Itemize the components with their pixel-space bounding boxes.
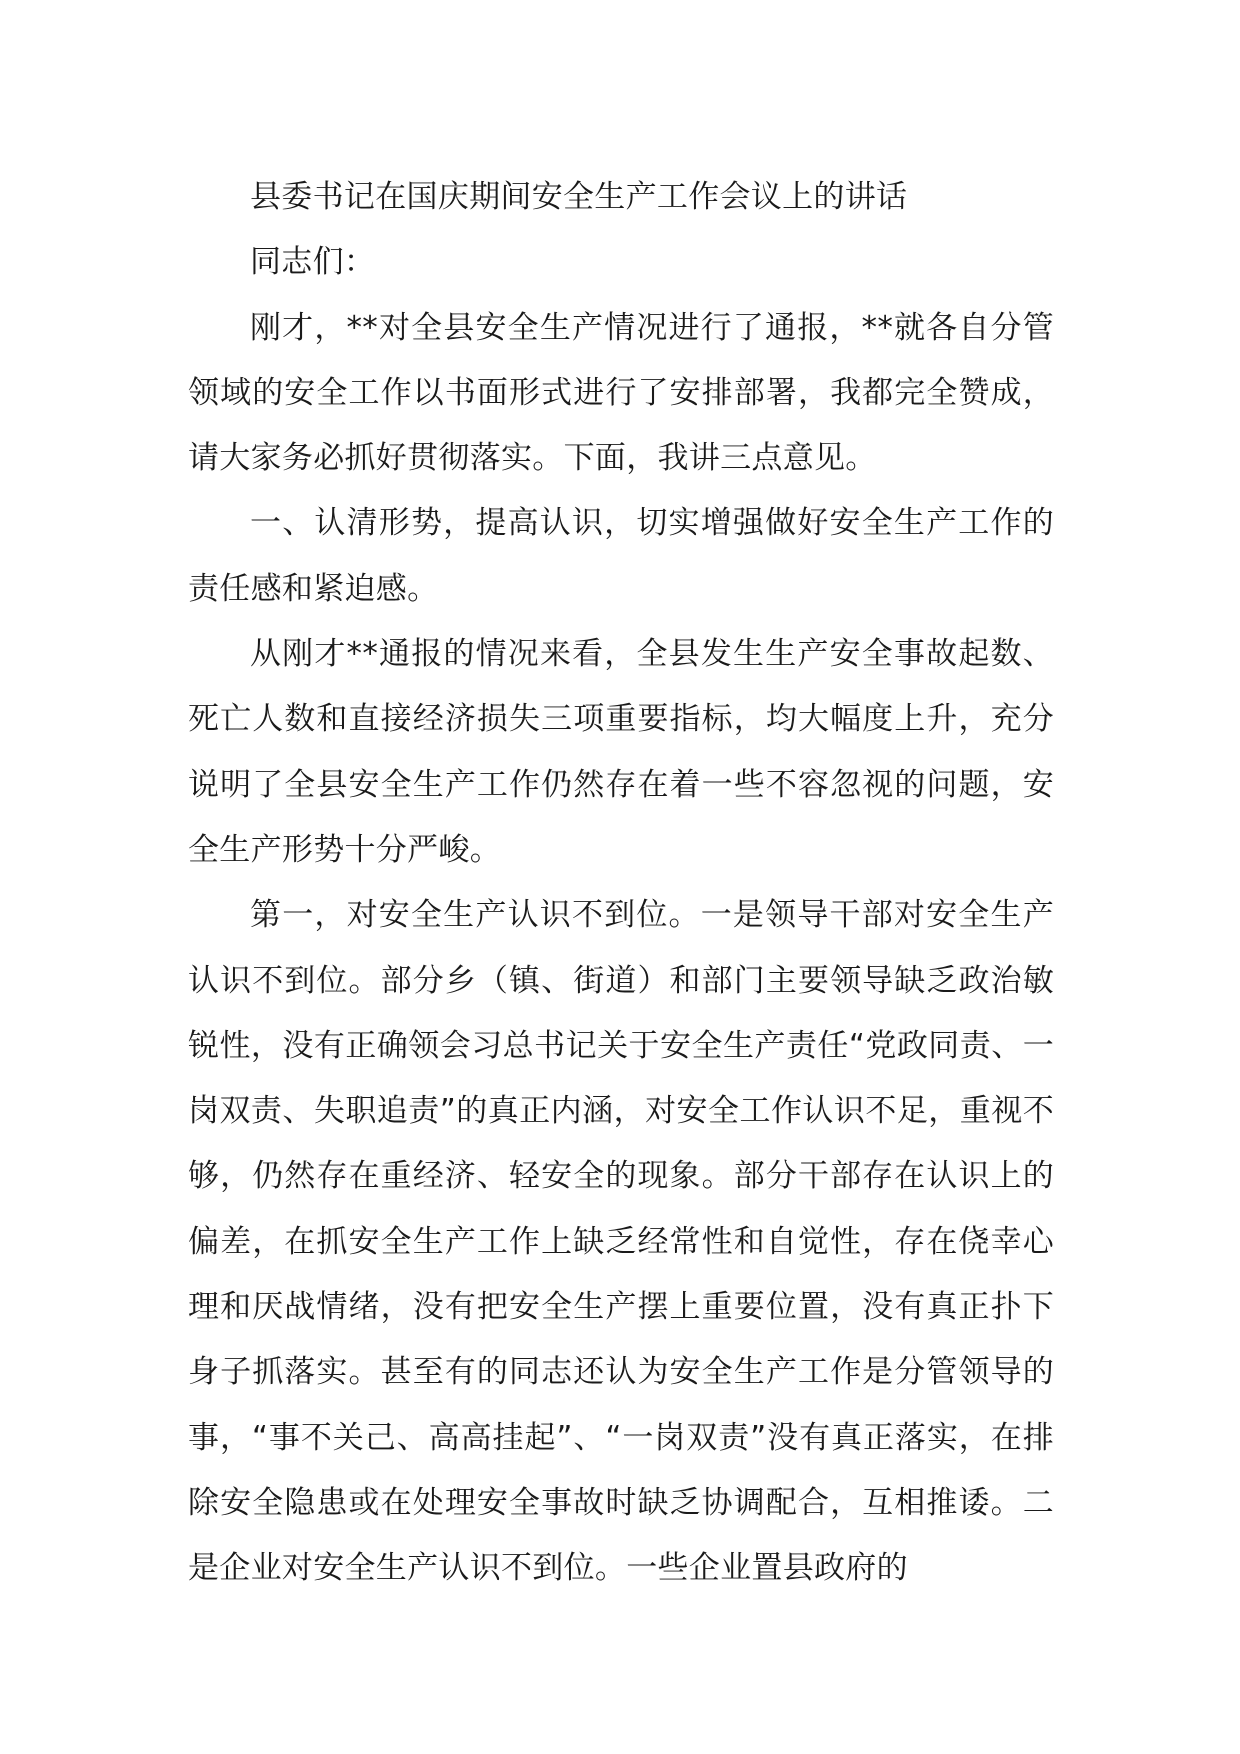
document-body [188, 165, 1054, 1602]
document-title: 县委书记在国庆期间安全生产工作会议上的讲话 [250, 179, 908, 215]
paragraph: 刚才，**对全县安全生产情况进行了通报，**就各自分管领域的安全工作以书面形式进行了安排部署，我都完全赞成，请大家务必抓好贯彻落实。下面，我讲三点意见。 [188, 309, 1054, 477]
paragraph: 从刚才**通报的情况来看，全县发生生产安全事故起数、死亡人数和直接经济损失三项重要指标，均大幅度上升，充分说明了全县安全生产工作仍然存在着一些不容忽视的问题，安全生产形势十分严峻。 [188, 636, 1054, 868]
paragraph: 第一，对安全生产认识不到位。一是领导干部对安全生产认识不到位。部分乡（镇、街道）和部门主要领导缺乏政治敏锐性，没有正确领会习总书记关于安全生产责任“党政同责、一岗双责、失职追责”的真正内涵，对安全工作认识不足，重视不够，仍然存在重经济、轻安全的现象。部分干部存在认识上的偏差，在抓安全生产工作上缺乏经常性和自觉性，存在侥幸心理和厌战情绪，没有把安全生产摆上重要位置，没有真正扑下身子抓落实。甚至有的同志还认为安全生产工作是分管领导的事，“事不关己、高高挂起”、“一岗双责”没有真正落实，在排除安全隐患或在处理安全事故时缺乏协调配合，互相推诿。二是企业对安全生产认识不到位。一些企业置县政府的 [188, 897, 1054, 1587]
section-heading: 一、认清形势，提高认识，切实增强做好安全生产工作的责任感和紧迫感。 [188, 505, 1054, 607]
salutation: 同志们： [250, 244, 376, 281]
